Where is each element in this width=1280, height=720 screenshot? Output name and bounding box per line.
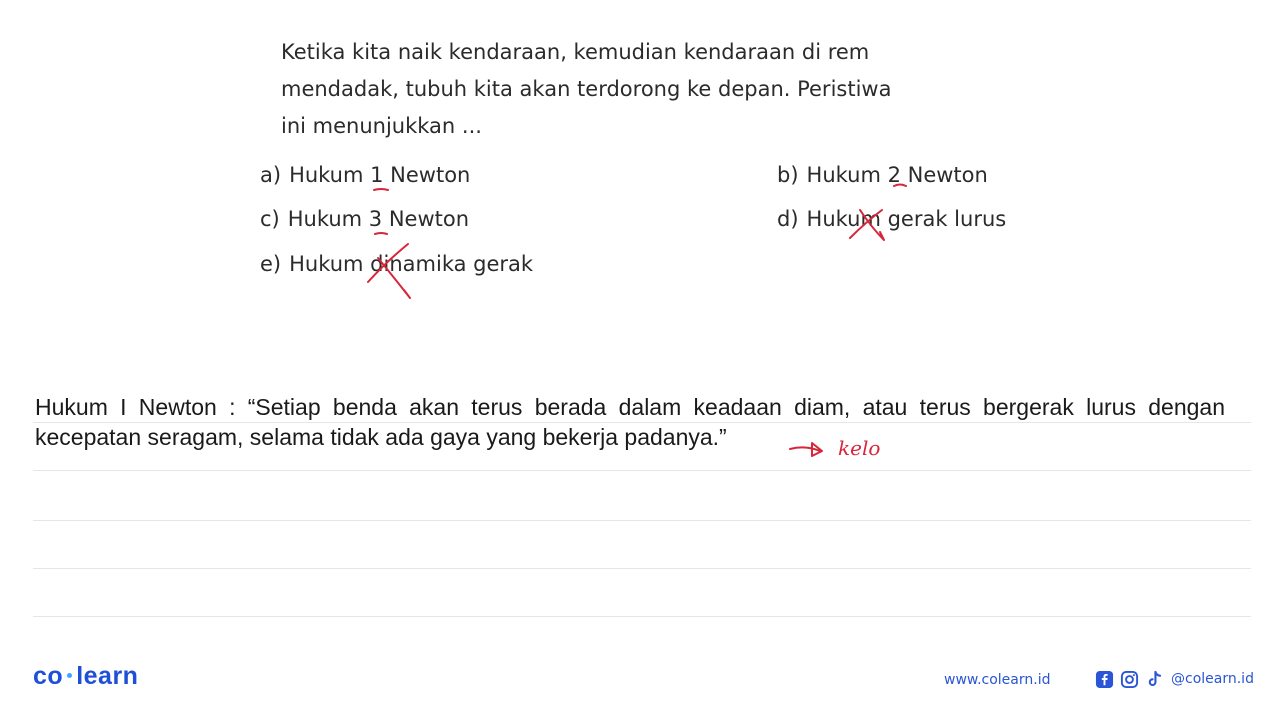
option-label: Hukum 1 Newton bbox=[289, 163, 471, 187]
option-letter: a) bbox=[260, 163, 282, 187]
ruled-line bbox=[33, 470, 1251, 471]
option-label: Hukum gerak lurus bbox=[806, 207, 1007, 231]
instagram-icon[interactable] bbox=[1119, 669, 1139, 689]
option-label: Hukum 2 Newton bbox=[806, 163, 988, 187]
option-letter: e) bbox=[260, 252, 282, 276]
social-links bbox=[1094, 669, 1254, 689]
option-letter: c) bbox=[260, 207, 280, 231]
tick-mark-option-a bbox=[374, 189, 388, 190]
tick-mark-option-c bbox=[375, 233, 387, 234]
option-e[interactable] bbox=[260, 250, 533, 278]
option-letter: d) bbox=[777, 207, 799, 231]
ruled-line bbox=[33, 616, 1251, 617]
logo-dot bbox=[67, 673, 72, 678]
social-handle[interactable]: @colearn.id bbox=[1171, 671, 1254, 687]
option-b[interactable] bbox=[777, 161, 988, 189]
facebook-icon[interactable] bbox=[1094, 669, 1114, 689]
ruled-line bbox=[33, 520, 1251, 521]
option-label: Hukum 3 Newton bbox=[287, 207, 470, 231]
website-link[interactable]: www.colearn.id bbox=[944, 672, 1051, 688]
option-a[interactable] bbox=[260, 161, 470, 189]
ruled-line bbox=[33, 568, 1251, 569]
tiktok-icon[interactable] bbox=[1144, 669, 1164, 689]
logo-text-right: learn bbox=[76, 662, 139, 690]
colearn-logo[interactable] bbox=[33, 662, 138, 691]
logo-text-left: co bbox=[33, 662, 64, 690]
option-label: Hukum dinamika gerak bbox=[289, 252, 534, 276]
option-d[interactable] bbox=[777, 205, 1006, 233]
question-text: Ketika kita naik kendaraan, kemudian kendaraan di rem mendadak, tubuh kita akan terdorong ke depan. Peristiwa ini menunjukkan ... bbox=[281, 40, 892, 138]
option-letter: b) bbox=[777, 163, 799, 187]
option-c[interactable] bbox=[260, 205, 469, 233]
newton-law-explanation: Hukum I Newton : “Setiap benda akan terus berada dalam keadaan diam, atau terus bergerak lurus dengan kecepatan seragam, selama tidak ada gaya yang bekerja padanya.” bbox=[35, 394, 1225, 450]
handwritten-note: kelo bbox=[838, 436, 881, 460]
